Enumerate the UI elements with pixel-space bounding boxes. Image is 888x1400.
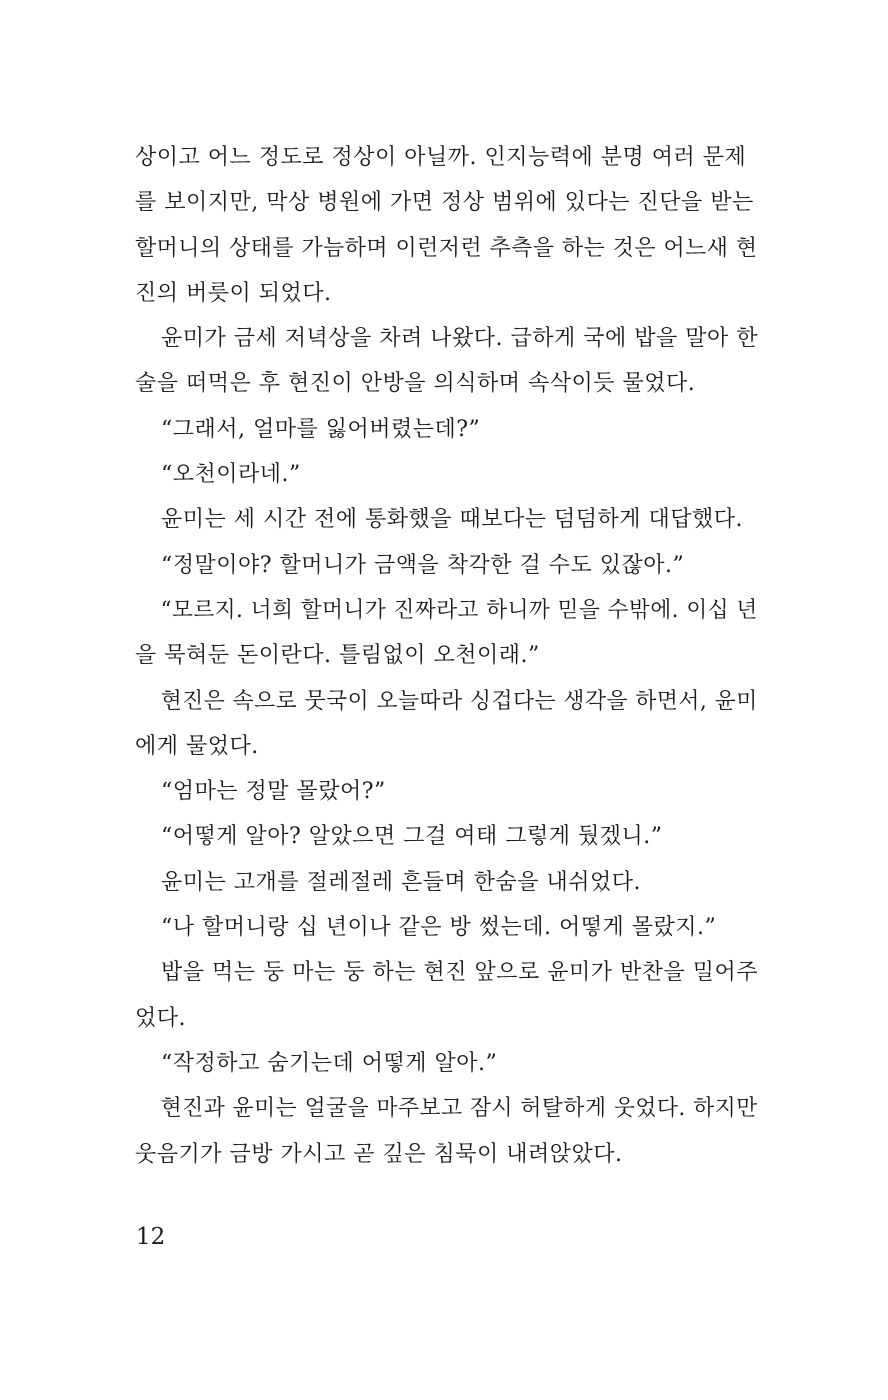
text-line: 었다. (135, 1005, 186, 1031)
text-line: 웃음기가 금방 가시고 곧 깊은 침묵이 내려앉았다. (135, 1141, 623, 1167)
page-number: 12 (136, 1224, 166, 1250)
text-line: 밥을 먹는 둥 마는 둥 하는 현진 앞으로 윤미가 반찬을 밀어주 (161, 960, 758, 986)
text-line: 현진과 윤미는 얼굴을 마주보고 잠시 허탈하게 웃었다. 하지만 (160, 1096, 758, 1122)
text-line: 현진은 속으로 뭇국이 오늘따라 싱겁다는 생각을 하면서, 윤미 (160, 688, 758, 714)
text-line: “엄마는 정말 몰랐어?” (161, 779, 386, 805)
text-line: 진의 버릇이 되었다. (135, 280, 332, 306)
text-line: 윤미는 세 시간 전에 통화했을 때보다는 덤덤하게 대답했다. (161, 507, 743, 533)
text-line: 윤미가 금세 저녁상을 차려 나왔다. 급하게 국에 밥을 말아 한 (161, 326, 758, 352)
text-line: 을 묵혀둔 돈이란다. 틀림없이 오천이래.” (135, 643, 540, 669)
text-line: 에게 물었다. (135, 733, 259, 759)
text-line: 술을 떠먹은 후 현진이 안방을 의식하며 속삭이듯 물었다. (135, 371, 696, 397)
text-line: 를 보이지만, 막상 병원에 가면 정상 범위에 있다는 진단을 받는 (135, 190, 754, 216)
text-line: 상이고 어느 정도로 정상이 아닐까. 인지능력에 분명 여러 문제 (135, 145, 747, 170)
text-line: “그래서, 얼마를 잃어버렸는데?” (161, 416, 481, 442)
text-line: 윤미는 고개를 절레절레 흔들며 한숨을 내쉬었다. (161, 869, 642, 895)
text-line: “어떻게 알아? 알았으면 그걸 여태 그렇게 뒀겠니.” (161, 824, 663, 850)
text-line: “작정하고 숨기는데 어떻게 알아.” (161, 1050, 498, 1076)
text-line: “모르지. 너희 할머니가 진짜라고 하니까 믿을 수밖에. 이십 년 (160, 597, 758, 623)
text-line: 할머니의 상태를 가늠하며 이런저런 추측을 하는 것은 어느새 현 (135, 235, 758, 261)
text-line: “오천이라네.” (161, 462, 301, 488)
text-block (135, 135, 758, 1177)
text-line: “정말이야? 할머니가 금액을 착각한 걸 수도 있잖아.” (161, 552, 685, 578)
text-line: “나 할머니랑 십 년이나 같은 방 썼는데. 어떻게 몰랐지.” (161, 915, 717, 941)
